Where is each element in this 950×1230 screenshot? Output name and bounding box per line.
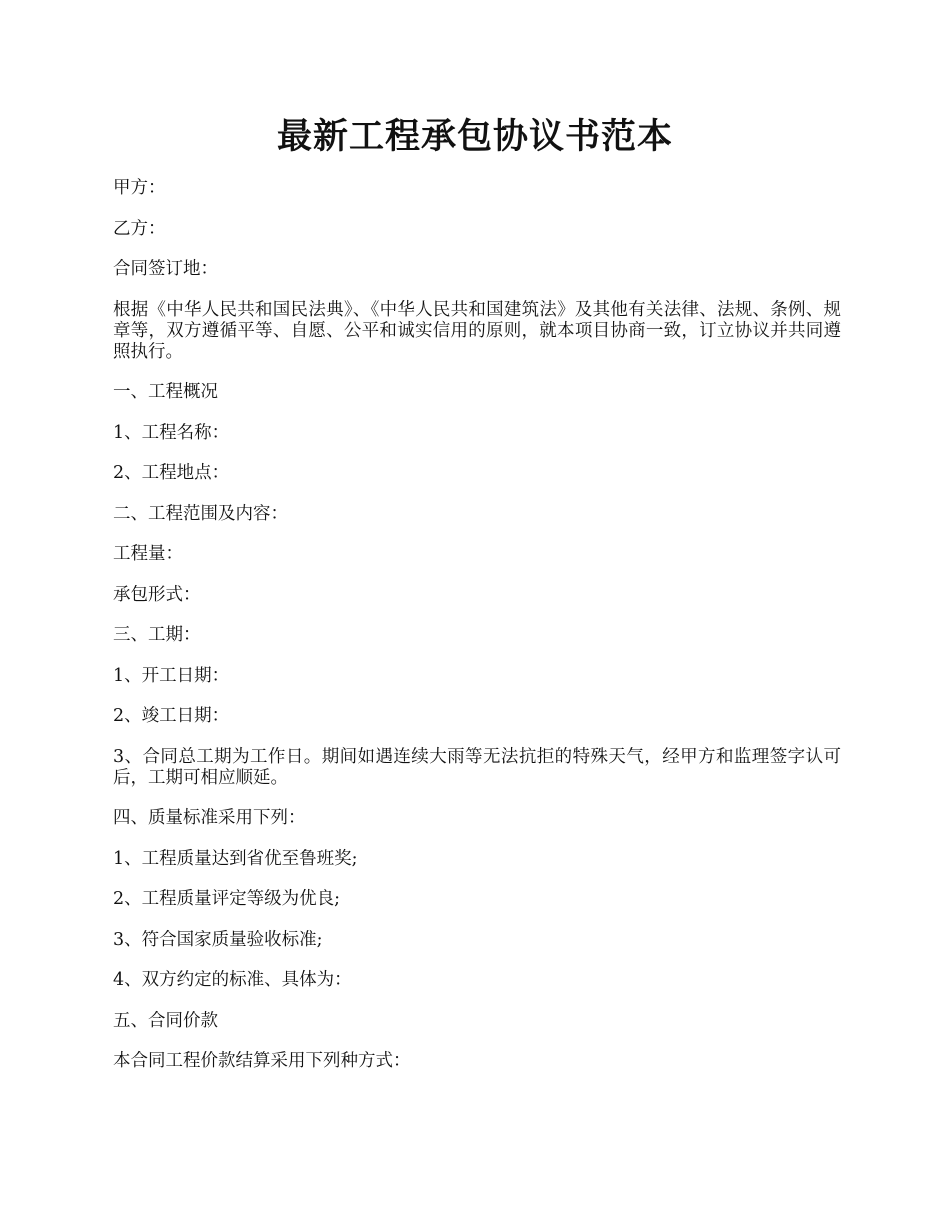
start-date-line: 1、开工日期： — [113, 665, 230, 686]
section-heading-2: 二、工程范围及内容： — [113, 503, 288, 524]
quality-item-4: 4、双方约定的标准、具体为： — [113, 970, 352, 990]
project-name-line: 1、工程名称： — [113, 422, 230, 443]
settlement-method-line: 本合同工程价款结算采用下列种方式： — [113, 1051, 411, 1071]
document-body — [113, 178, 841, 1092]
contract-form-line: 承包形式： — [113, 584, 201, 605]
section-heading-4: 四、质量标准采用下列： — [113, 808, 306, 828]
preamble-paragraph: 根据《中华人民共和国民法典》、《中华人民共和国建筑法》及其他有关法律、法规、条例、规章等，双方遵循平等、自愿、公平和诚实信用的原则，就本项目协商一致，订立协议并共同遵照执行。 — [113, 299, 841, 362]
quality-item-1: 1、工程质量达到省优至鲁班奖; — [113, 848, 358, 869]
signing-place-line: 合同签订地： — [113, 259, 218, 279]
quantity-line: 工程量： — [113, 544, 183, 564]
quality-item-2: 2、工程质量评定等级为优良; — [113, 889, 341, 909]
section-heading-3: 三、工期： — [113, 625, 201, 645]
duration-paragraph: 3、合同总工期为工作日。期间如遇连续大雨等无法抗拒的特殊天气，经甲方和监理签字认可后，工期可相应顺延。 — [113, 746, 841, 788]
completion-date-line: 2、竣工日期： — [113, 706, 230, 726]
quality-item-3: 3、符合国家质量验收标准; — [113, 929, 323, 950]
project-location-line: 2、工程地点： — [113, 463, 230, 483]
section-heading-5: 五、合同价款 — [113, 1010, 218, 1031]
party-b-line: 乙方： — [113, 218, 166, 239]
section-heading-1: 一、工程概况 — [113, 382, 218, 402]
document-title: 最新工程承包协议书范本 — [276, 116, 673, 157]
party-a-line: 甲方： — [113, 178, 166, 198]
